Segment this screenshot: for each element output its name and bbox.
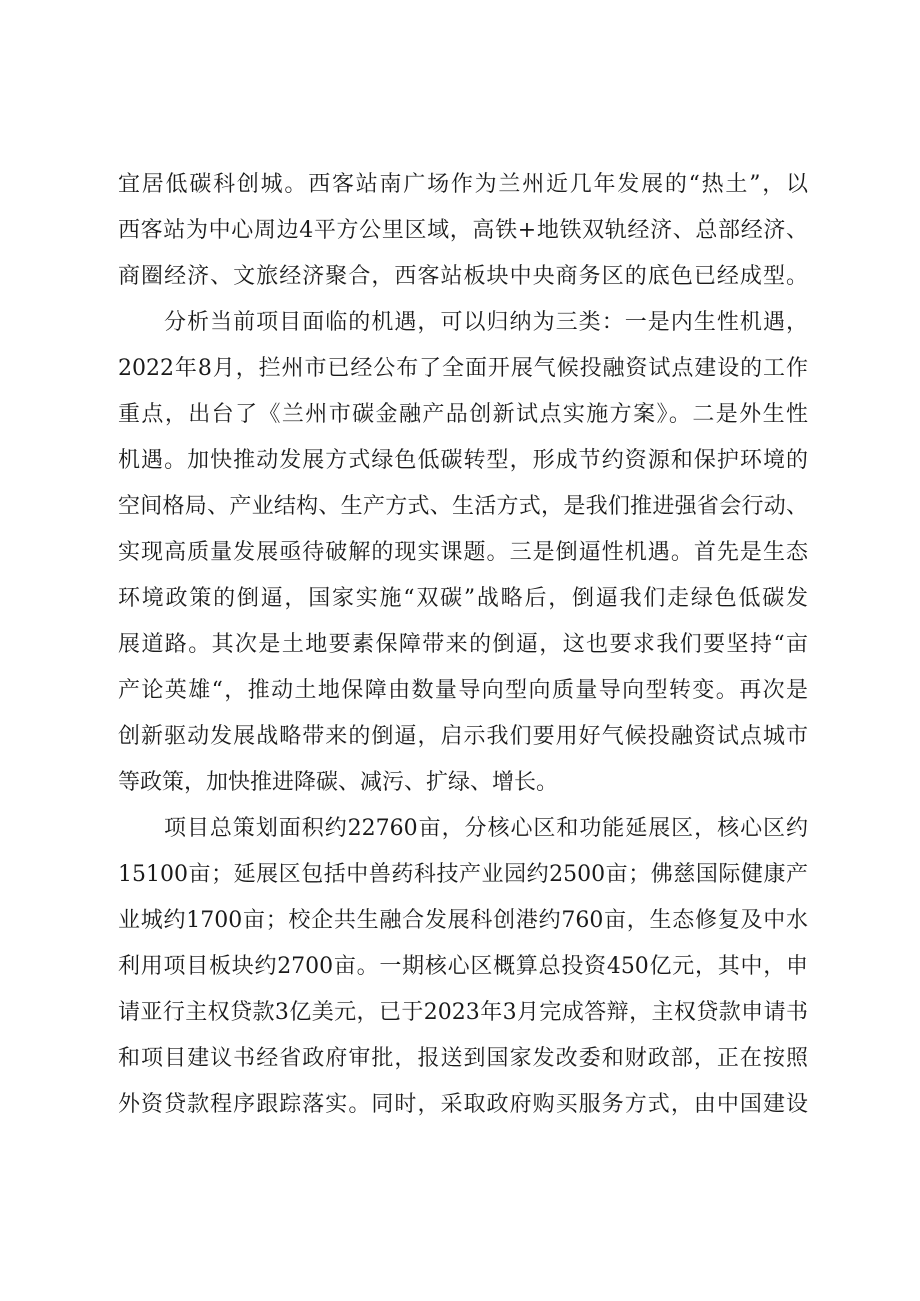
paragraph-2	[118, 300, 808, 806]
paragraph-line: 等政策，加快推进降碳、减污、扩绿、增长。	[118, 770, 559, 795]
paragraph-line: 项目总策划面积约22760亩，分核心区和功能延展区，核心区约	[164, 816, 808, 841]
paragraph-line: 展道路。其次是土地要素保障带来的倒逼，这也要求我们要坚持“亩	[118, 632, 808, 657]
paragraph-line: 15100亩；延展区包括中兽药科技产业园约2500亩；佛慈国际健康产	[118, 862, 808, 887]
paragraph-line: 2022年8月，拦州市已经公布了全面开展气候投融资试点建设的工作	[118, 356, 808, 381]
paragraph-line: 外资贷款程序跟踪落实。同时，采取政府购买服务方式，由中国建设	[118, 1092, 808, 1117]
paragraph-line: 创新驱动发展战略带来的倒逼，启示我们要用好气候投融资试点城市	[118, 724, 808, 749]
paragraph-line: 业城约1700亩；校企共生融合发展科创港约760亩，生态修复及中水	[118, 908, 808, 933]
paragraph-line: 实现高质量发展亟待破解的现实课题。三是倒逼性机遇。首先是生态	[118, 540, 808, 565]
paragraph-line: 宜居低碳科创城。西客站南广场作为兰州近几年发展的“热土”，以	[118, 172, 808, 197]
paragraph-line: 产论英雄“，推动土地保障由数量导向型向质量导向型转变。再次是	[118, 678, 808, 703]
paragraph-line: 分析当前项目面临的机遇，可以归纳为三类：一是内生性机遇，	[164, 310, 808, 335]
paragraph-line: 请亚行主权贷款3亿美元，已于2023年3月完成答辩，主权贷款申请书	[118, 1000, 808, 1025]
paragraph-line: 和项目建议书经省政府审批，报送到国家发改委和财政部，正在按照	[118, 1046, 808, 1071]
paragraph-line: 重点，出台了《兰州市碳金融产品创新试点实施方案》。二是外生性	[118, 402, 808, 427]
paragraph-line: 商圈经济、文旅经济聚合，西客站板块中央商务区的底色已经成型。	[118, 264, 808, 289]
paragraph-1	[118, 162, 808, 300]
paragraph-line: 空间格局、产业结构、生产方式、生活方式，是我们推进强省会行动、	[118, 494, 808, 519]
paragraph-line: 机遇。加快推动发展方式绿色低碳转型，形成节约资源和保护环境的	[118, 448, 808, 473]
paragraph-line: 环境政策的倒逼，国家实施“双碳”战略后，倒逼我们走绿色低碳发	[118, 586, 808, 611]
paragraph-line: 西客站为中心周边4平方公里区域，高铁+地铁双轨经济、总部经济、	[118, 218, 808, 243]
paragraph-line: 利用项目板块约2700亩。一期核心区概算总投资450亿元，其中，申	[118, 954, 808, 979]
paragraph-3	[118, 806, 808, 1128]
document-body	[118, 162, 808, 1128]
